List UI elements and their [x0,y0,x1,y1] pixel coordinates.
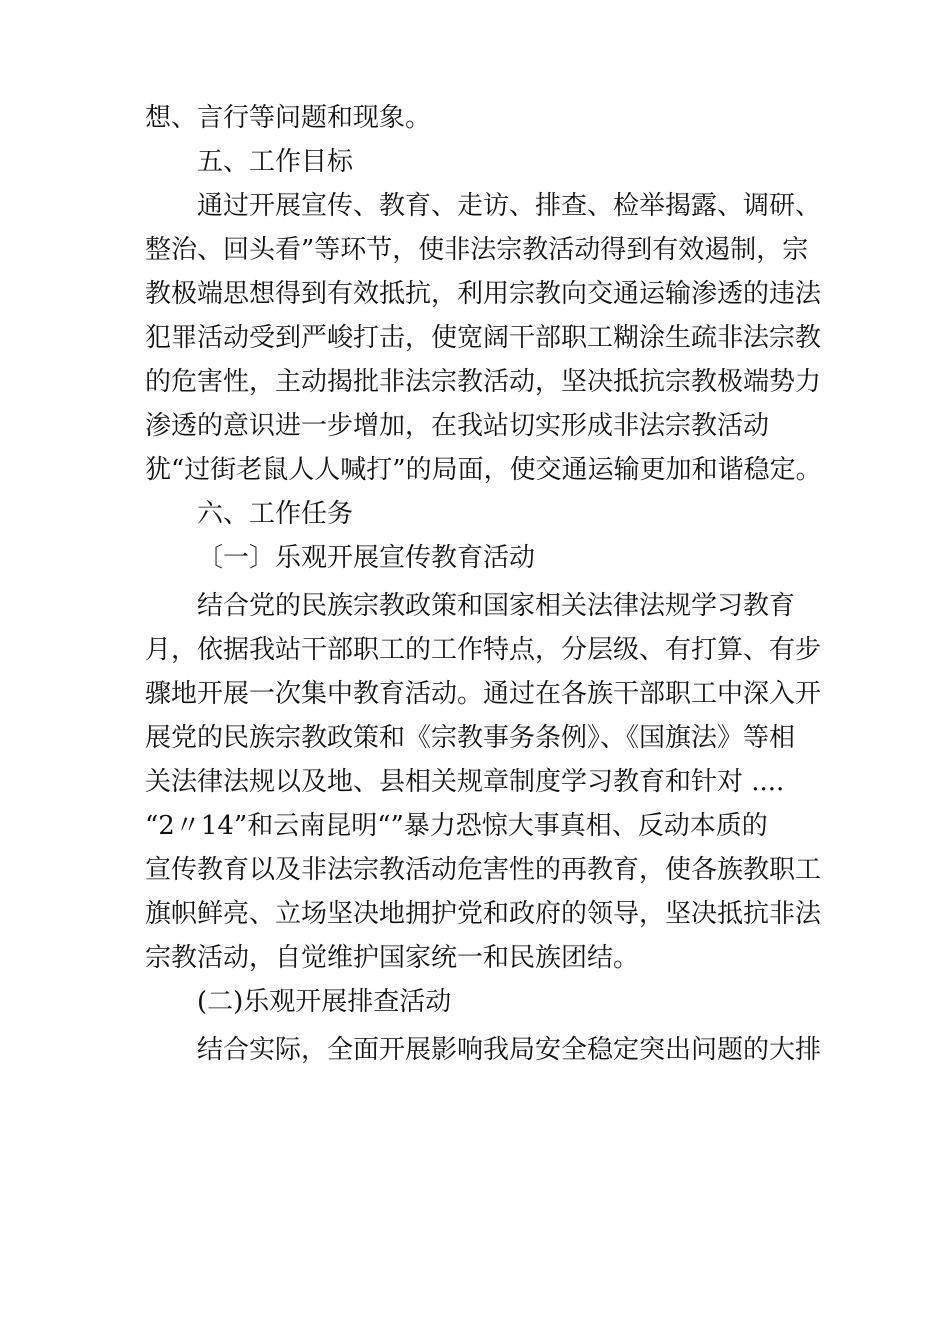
text-line-14: 骤地开展一次集中教育活动。通过在各族干部职工中深入开 [145,679,822,709]
section-heading-5: 五、工作目标 [197,147,354,177]
text-line-22: 结合实际，全面开展影响我局安全稳定突出问题的大排 [197,1035,822,1065]
subsection-heading-1: 〔一〕乐观开展宣传教育活动 [197,543,536,573]
text-line-7: 的危害性，主动揭批非法宗教活动，坚决抵抗宗教极端势力 [145,367,822,397]
text-line-4: 整治、回头看”等环节，使非法宗教活动得到有效遏制，宗 [145,235,809,265]
text-line-15: 展党的民族宗教政策和《宗教事务条例》、《国旗法》等相 [145,723,796,753]
text-line-20: 宗教活动，自觉维护国家统一和民族团结。 [145,943,640,973]
text-line-9: 犹“过街老鼠人人喊打”的局面，使交通运输更加和谐稳定。 [145,455,822,485]
text-line-3: 通过开展宣传、教育、走访、排查、检举揭露、调研、 [197,191,822,221]
text-line-5: 教极端思想得到有效抵抗，利用宗教向交通运输渗透的违法 [145,279,822,309]
text-line-13: 月，依据我站干部职工的工作特点，分层级、有打算、有步 [145,635,822,665]
text-line-6: 犯罪活动受到严峻打击，使宽阔干部职工糊涂生疏非法宗教 [145,323,822,353]
text-line-12: 结合党的民族宗教政策和国家相关法律法规学习教育 [197,591,796,621]
text-line-8: 渗透的意识进一步增加，在我站切实形成非法宗教活动 [145,411,770,441]
section-heading-6: 六、工作任务 [197,499,354,529]
text-line-16: 关法律法规以及地、县相关规章制度学习教育和针对 .... [145,767,785,797]
text-line-1: 想、言行等问题和现象。 [145,103,432,133]
text-line-19: 旗帜鲜亮、立场坚决地拥护党和政府的领导，坚决抵抗非法 [145,899,822,929]
text-line-17: “2〃14”和云南昆明“”暴力恐惊大事真相、反动本质的 [145,811,768,841]
subsection-heading-2: (二)乐观开展排查活动 [197,987,452,1017]
text-line-18: 宣传教育以及非法宗教活动危害性的再教育，使各族教职工 [145,855,822,885]
